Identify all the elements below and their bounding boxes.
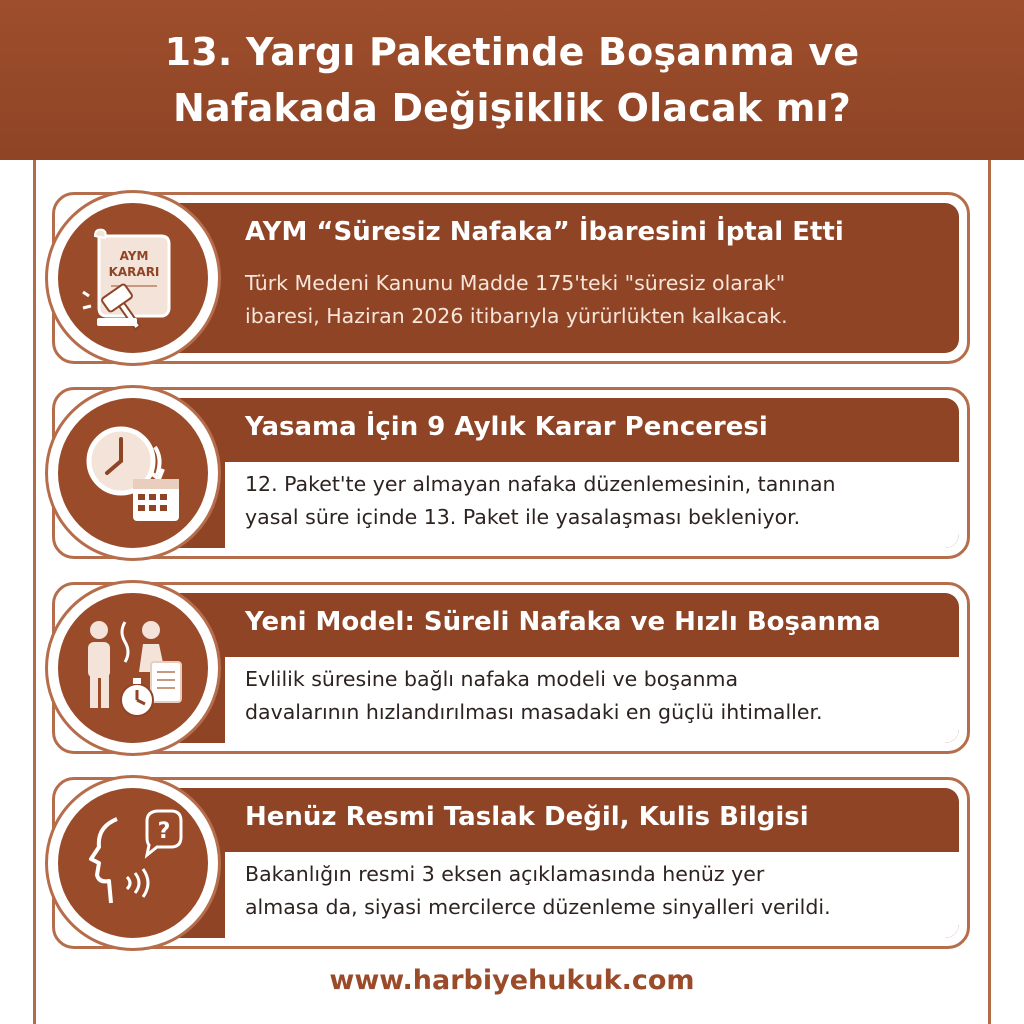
couple-document-stopwatch-icon xyxy=(77,612,189,724)
card-icon-circle xyxy=(45,190,221,366)
info-card-new-model xyxy=(52,582,970,754)
info-card-aym xyxy=(52,192,970,364)
card-band xyxy=(165,203,959,353)
card-band xyxy=(165,398,959,548)
card-title: Yasama İçin 9 Aylık Karar Penceresi xyxy=(245,412,768,442)
card-title: Henüz Resmi Taslak Değil, Kulis Bilgisi xyxy=(245,802,809,832)
card-title: Yeni Model: Süreli Nafaka ve Hızlı Boşanma xyxy=(245,607,881,637)
card-body-line-2: davalarının hızlandırılması masadaki en güçlü ihtimaller. xyxy=(245,700,823,724)
court-decision-gavel-icon xyxy=(77,222,189,334)
title-line-2: Nafakada Değişiklik Olacak mı? xyxy=(173,86,851,130)
page-title xyxy=(165,24,860,136)
card-body-line-1: Türk Medeni Kanunu Madde 175'teki "süresiz olarak" xyxy=(245,271,786,295)
card-band xyxy=(165,788,959,938)
card-icon-circle xyxy=(45,580,221,756)
icon-text-karari: KARARI xyxy=(108,265,160,279)
svg-text:?: ? xyxy=(157,819,171,844)
frame-left-line xyxy=(33,160,36,1024)
card-body-line-2: ibaresi, Haziran 2026 itibarıyla yürürlükten kalkacak. xyxy=(245,304,788,328)
card-band xyxy=(165,593,959,743)
card-body xyxy=(245,663,949,729)
card-body-line-1: 12. Paket'te yer almayan nafaka düzenlemesinin, tanınan xyxy=(245,472,836,496)
footer-url[interactable]: www.harbiyehukuk.com xyxy=(329,965,695,996)
card-body-line-2: yasal süre içinde 13. Paket ile yasalaşması bekleniyor. xyxy=(245,505,801,529)
card-body-line-2: almasa da, siyasi mercilerce düzenleme sinyalleri verildi. xyxy=(245,895,831,919)
info-card-rumor xyxy=(52,777,970,949)
card-icon-circle xyxy=(45,385,221,561)
frame-right-line xyxy=(988,160,991,1024)
title-line-1: 13. Yargı Paketinde Boşanma ve xyxy=(164,30,860,74)
header-banner xyxy=(0,0,1024,160)
info-card-legislation-window xyxy=(52,387,970,559)
card-body xyxy=(245,858,949,924)
card-title: AYM “Süresiz Nafaka” İbaresini İptal Etti xyxy=(245,217,844,247)
icon-text-aym: AYM xyxy=(119,249,149,263)
speaking-head-question-icon xyxy=(77,807,189,919)
card-body-line-1: Evlilik süresine bağlı nafaka modeli ve boşanma xyxy=(245,667,739,691)
clock-calendar-icon xyxy=(77,417,189,529)
card-body xyxy=(245,267,949,333)
card-icon-circle xyxy=(45,775,221,951)
card-body-line-1: Bakanlığın resmi 3 eksen açıklamasında henüz yer xyxy=(245,862,765,886)
card-body xyxy=(245,468,949,534)
